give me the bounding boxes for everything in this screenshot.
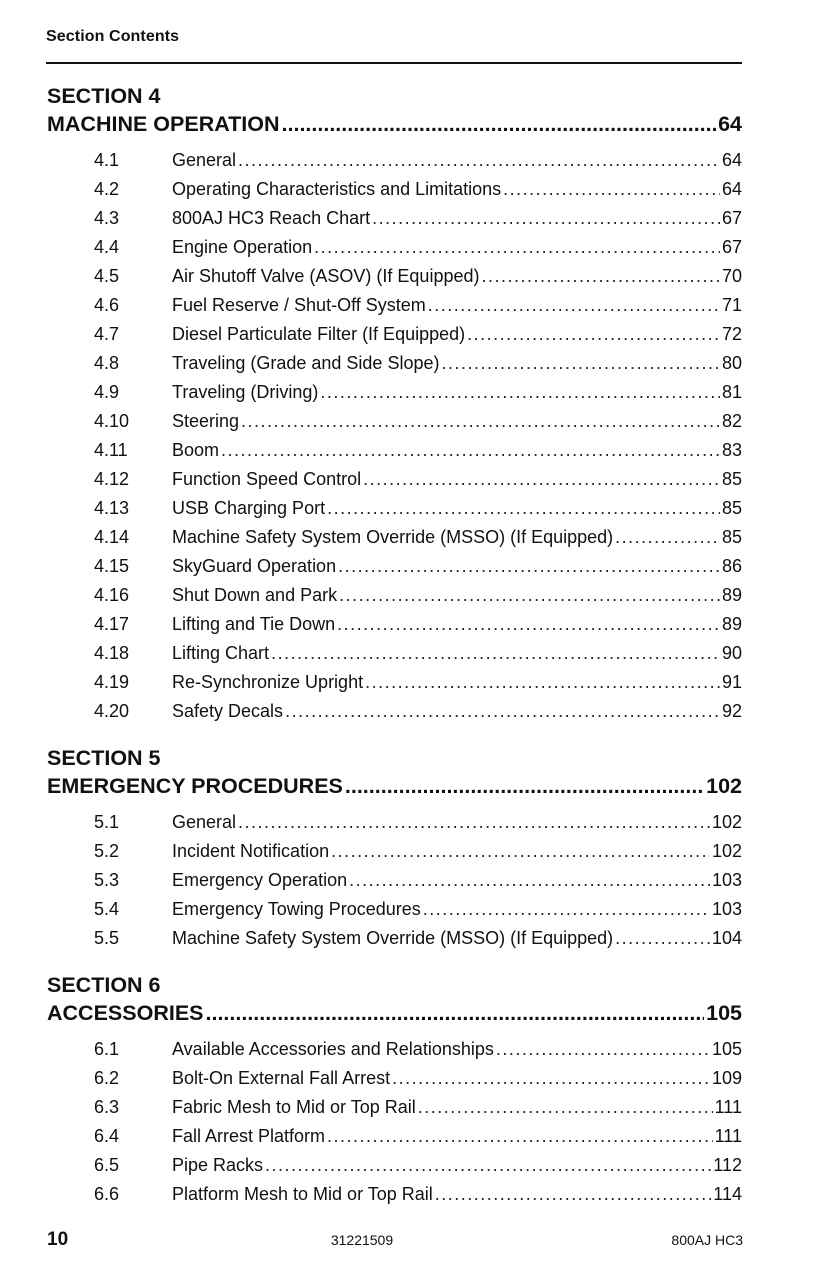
dot-leader <box>428 291 720 320</box>
entry-number: 4.13 <box>94 498 130 518</box>
footer-model-name: 800AJ HC3 <box>671 1232 743 1248</box>
entry-number: 6.5 <box>94 1155 120 1175</box>
dot-leader <box>320 378 720 407</box>
dot-leader <box>282 110 717 138</box>
dot-leader <box>338 552 720 581</box>
section-page-number: 102 <box>706 774 742 798</box>
section-title: ACCESSORIES <box>47 1001 204 1025</box>
entry-page-number: 90 <box>721 643 742 663</box>
dot-leader <box>206 999 705 1027</box>
toc-entry[interactable] <box>47 175 742 204</box>
footer-document-number: 31221509 <box>330 1232 394 1248</box>
dot-leader <box>349 866 710 895</box>
entry-page-number: 80 <box>721 353 742 373</box>
entry-page-number: 104 <box>711 928 742 948</box>
entry-page-number: 91 <box>721 672 742 692</box>
dot-leader <box>615 924 710 953</box>
entry-number: 4.16 <box>94 585 130 605</box>
entry-title: SkyGuard Operation <box>172 556 337 576</box>
entry-title: General <box>172 150 237 170</box>
dot-leader <box>467 320 720 349</box>
entry-number: 6.4 <box>94 1126 120 1146</box>
entry-number: 4.5 <box>94 266 120 286</box>
entry-number: 4.3 <box>94 208 120 228</box>
entry-number: 6.2 <box>94 1068 120 1088</box>
entry-page-number: 71 <box>721 295 742 315</box>
entry-page-number: 85 <box>721 498 742 518</box>
entry-title: Operating Characteristics and Limitations <box>172 179 502 199</box>
entry-title: Function Speed Control <box>172 469 362 489</box>
toc-section-4 <box>47 82 742 726</box>
toc-entry[interactable] <box>47 1093 742 1122</box>
entry-title: Fuel Reserve / Shut-Off System <box>172 295 426 315</box>
toc-entry[interactable] <box>47 262 742 291</box>
entry-title: Incident Notification <box>172 841 330 861</box>
dot-leader <box>441 349 719 378</box>
entry-title: Fall Arrest Platform <box>172 1126 326 1146</box>
section-entries <box>47 808 742 953</box>
dot-leader <box>363 465 720 494</box>
toc-section-heading[interactable] <box>47 999 742 1027</box>
toc-entry[interactable] <box>47 808 742 837</box>
entry-title: Bolt-On External Fall Arrest <box>172 1068 391 1088</box>
dot-leader <box>265 1151 711 1180</box>
section-title: MACHINE OPERATION <box>47 112 280 136</box>
toc-entry[interactable] <box>47 494 742 523</box>
entry-page-number: 72 <box>721 324 742 344</box>
toc-entry[interactable] <box>47 465 742 494</box>
dot-leader <box>285 697 720 726</box>
entry-title: Lifting and Tie Down <box>172 614 336 634</box>
entry-page-number: 114 <box>713 1184 742 1204</box>
entry-number: 4.19 <box>94 672 130 692</box>
section-title: EMERGENCY PROCEDURES <box>47 774 343 798</box>
entry-title: Boom <box>172 440 220 460</box>
section-entries <box>47 1035 742 1209</box>
entry-page-number: 85 <box>721 527 742 547</box>
dot-leader <box>418 1093 713 1122</box>
dot-leader <box>314 233 720 262</box>
entry-number: 4.2 <box>94 179 120 199</box>
entry-page-number: 111 <box>714 1126 742 1146</box>
section-page-number: 105 <box>706 1001 742 1025</box>
toc-entry[interactable] <box>47 866 742 895</box>
toc-entry[interactable] <box>47 581 742 610</box>
toc-entry[interactable] <box>47 407 742 436</box>
dot-leader <box>339 581 720 610</box>
toc-entry[interactable] <box>47 436 742 465</box>
entry-page-number: 105 <box>711 1039 742 1059</box>
entry-page-number: 89 <box>721 585 742 605</box>
entry-page-number: 83 <box>721 440 742 460</box>
footer-page-number: 10 <box>47 1229 69 1250</box>
toc-entry[interactable] <box>47 378 742 407</box>
entry-number: 5.5 <box>94 928 120 948</box>
dot-leader <box>327 494 720 523</box>
section-number-label: SECTION 6 <box>47 973 161 997</box>
entry-title: Engine Operation <box>172 237 313 257</box>
entry-page-number: 64 <box>721 150 742 170</box>
dot-leader <box>221 436 720 465</box>
entry-title: Available Accessories and Relationships <box>172 1039 494 1059</box>
entry-page-number: 112 <box>713 1155 742 1175</box>
dot-leader <box>503 175 720 204</box>
toc-entry[interactable] <box>47 349 742 378</box>
entry-number: 4.6 <box>94 295 120 315</box>
toc-entry[interactable] <box>47 639 742 668</box>
entry-page-number: 109 <box>711 1068 742 1088</box>
entry-page-number: 85 <box>721 469 742 489</box>
entry-page-number: 67 <box>721 208 742 228</box>
entry-title: Safety Decals <box>172 701 284 721</box>
toc-entry[interactable] <box>47 668 742 697</box>
dot-leader <box>392 1064 710 1093</box>
entry-number: 5.3 <box>94 870 120 890</box>
entry-number: 4.7 <box>94 324 120 344</box>
entry-title: Platform Mesh to Mid or Top Rail <box>172 1184 433 1204</box>
entry-number: 4.8 <box>94 353 120 373</box>
entry-page-number: 82 <box>721 411 742 431</box>
toc-entry[interactable] <box>47 1122 742 1151</box>
toc-entry[interactable] <box>47 895 742 924</box>
dot-leader <box>372 204 720 233</box>
entry-title: Traveling (Grade and Side Slope) <box>172 353 440 373</box>
entry-number: 5.4 <box>94 899 120 919</box>
section-page-number: 64 <box>718 112 742 136</box>
toc-entry[interactable] <box>47 1035 742 1064</box>
toc-entry[interactable] <box>47 233 742 262</box>
entry-page-number: 111 <box>714 1097 742 1117</box>
entry-number: 5.2 <box>94 841 120 861</box>
toc-entry[interactable] <box>47 924 742 953</box>
page-header-title: Section Contents <box>46 28 180 45</box>
entry-page-number: 102 <box>711 841 742 861</box>
entry-page-number: 103 <box>711 870 742 890</box>
toc-entry[interactable] <box>47 837 742 866</box>
entry-title: 800AJ HC3 Reach Chart <box>172 208 371 228</box>
entry-title: Steering <box>172 411 240 431</box>
dot-leader <box>271 639 720 668</box>
toc-entry[interactable] <box>47 146 742 175</box>
entry-title: Machine Safety System Override (MSSO) (If Equipped) <box>172 527 614 547</box>
entry-number: 4.14 <box>94 527 130 547</box>
entry-number: 4.15 <box>94 556 130 576</box>
entry-number: 4.4 <box>94 237 120 257</box>
entry-number: 4.9 <box>94 382 120 402</box>
entry-page-number: 89 <box>721 614 742 634</box>
toc-entry[interactable] <box>47 1064 742 1093</box>
entry-title: Fabric Mesh to Mid or Top Rail <box>172 1097 416 1117</box>
section-entries <box>47 146 742 726</box>
entry-number: 4.20 <box>94 701 130 721</box>
dot-leader <box>337 610 720 639</box>
entry-title: Diesel Particulate Filter (If Equipped) <box>172 324 466 344</box>
entry-number: 6.3 <box>94 1097 120 1117</box>
entry-title: Emergency Operation <box>172 870 348 890</box>
entry-number: 6.6 <box>94 1184 120 1204</box>
toc-section-6 <box>47 971 742 1209</box>
toc-entry[interactable] <box>47 697 742 726</box>
entry-title: General <box>172 812 237 832</box>
header-divider <box>46 62 742 64</box>
entry-title: Lifting Chart <box>172 643 270 663</box>
toc-entry[interactable] <box>47 1180 742 1209</box>
entry-title: Traveling (Driving) <box>172 382 319 402</box>
entry-page-number: 102 <box>711 812 742 832</box>
table-of-contents <box>47 82 742 1227</box>
dot-leader <box>365 668 720 697</box>
entry-page-number: 67 <box>721 237 742 257</box>
entry-page-number: 103 <box>711 899 742 919</box>
section-number-label: SECTION 4 <box>47 84 161 108</box>
entry-number: 4.1 <box>94 150 120 170</box>
dot-leader <box>423 895 710 924</box>
entry-title: Re-Synchronize Upright <box>172 672 364 692</box>
toc-entry[interactable] <box>47 1151 742 1180</box>
toc-entry[interactable] <box>47 320 742 349</box>
toc-entry[interactable] <box>47 610 742 639</box>
dot-leader <box>496 1035 710 1064</box>
toc-section-heading[interactable] <box>47 772 742 800</box>
dot-leader <box>615 523 720 552</box>
entry-number: 6.1 <box>94 1039 120 1059</box>
entry-page-number: 70 <box>721 266 742 286</box>
entry-title: Machine Safety System Override (MSSO) (If Equipped) <box>172 928 614 948</box>
dot-leader <box>345 772 704 800</box>
entry-number: 4.10 <box>94 411 130 431</box>
entry-page-number: 92 <box>721 701 742 721</box>
entry-number: 4.12 <box>94 469 130 489</box>
toc-entry[interactable] <box>47 204 742 233</box>
dot-leader <box>238 146 720 175</box>
dot-leader <box>435 1180 712 1209</box>
toc-entry[interactable] <box>47 291 742 320</box>
entry-number: 4.11 <box>94 440 128 460</box>
entry-number: 4.17 <box>94 614 130 634</box>
toc-entry[interactable] <box>47 552 742 581</box>
dot-leader <box>241 407 720 436</box>
entry-page-number: 81 <box>721 382 742 402</box>
dot-leader <box>238 808 710 837</box>
dot-leader <box>481 262 719 291</box>
entry-title: Air Shutoff Valve (ASOV) (If Equipped) <box>172 266 480 286</box>
entry-number: 4.18 <box>94 643 130 663</box>
dot-leader <box>331 837 710 866</box>
dot-leader <box>327 1122 713 1151</box>
entry-title: USB Charging Port <box>172 498 326 518</box>
toc-entry[interactable] <box>47 523 742 552</box>
entry-title: Shut Down and Park <box>172 585 338 605</box>
entry-title: Emergency Towing Procedures <box>172 899 421 919</box>
toc-section-5 <box>47 744 742 953</box>
entry-number: 5.1 <box>94 812 120 832</box>
entry-page-number: 86 <box>721 556 742 576</box>
toc-section-heading[interactable] <box>47 110 742 138</box>
section-number-label: SECTION 5 <box>47 746 161 770</box>
entry-page-number: 64 <box>721 179 742 199</box>
entry-title: Pipe Racks <box>172 1155 264 1175</box>
